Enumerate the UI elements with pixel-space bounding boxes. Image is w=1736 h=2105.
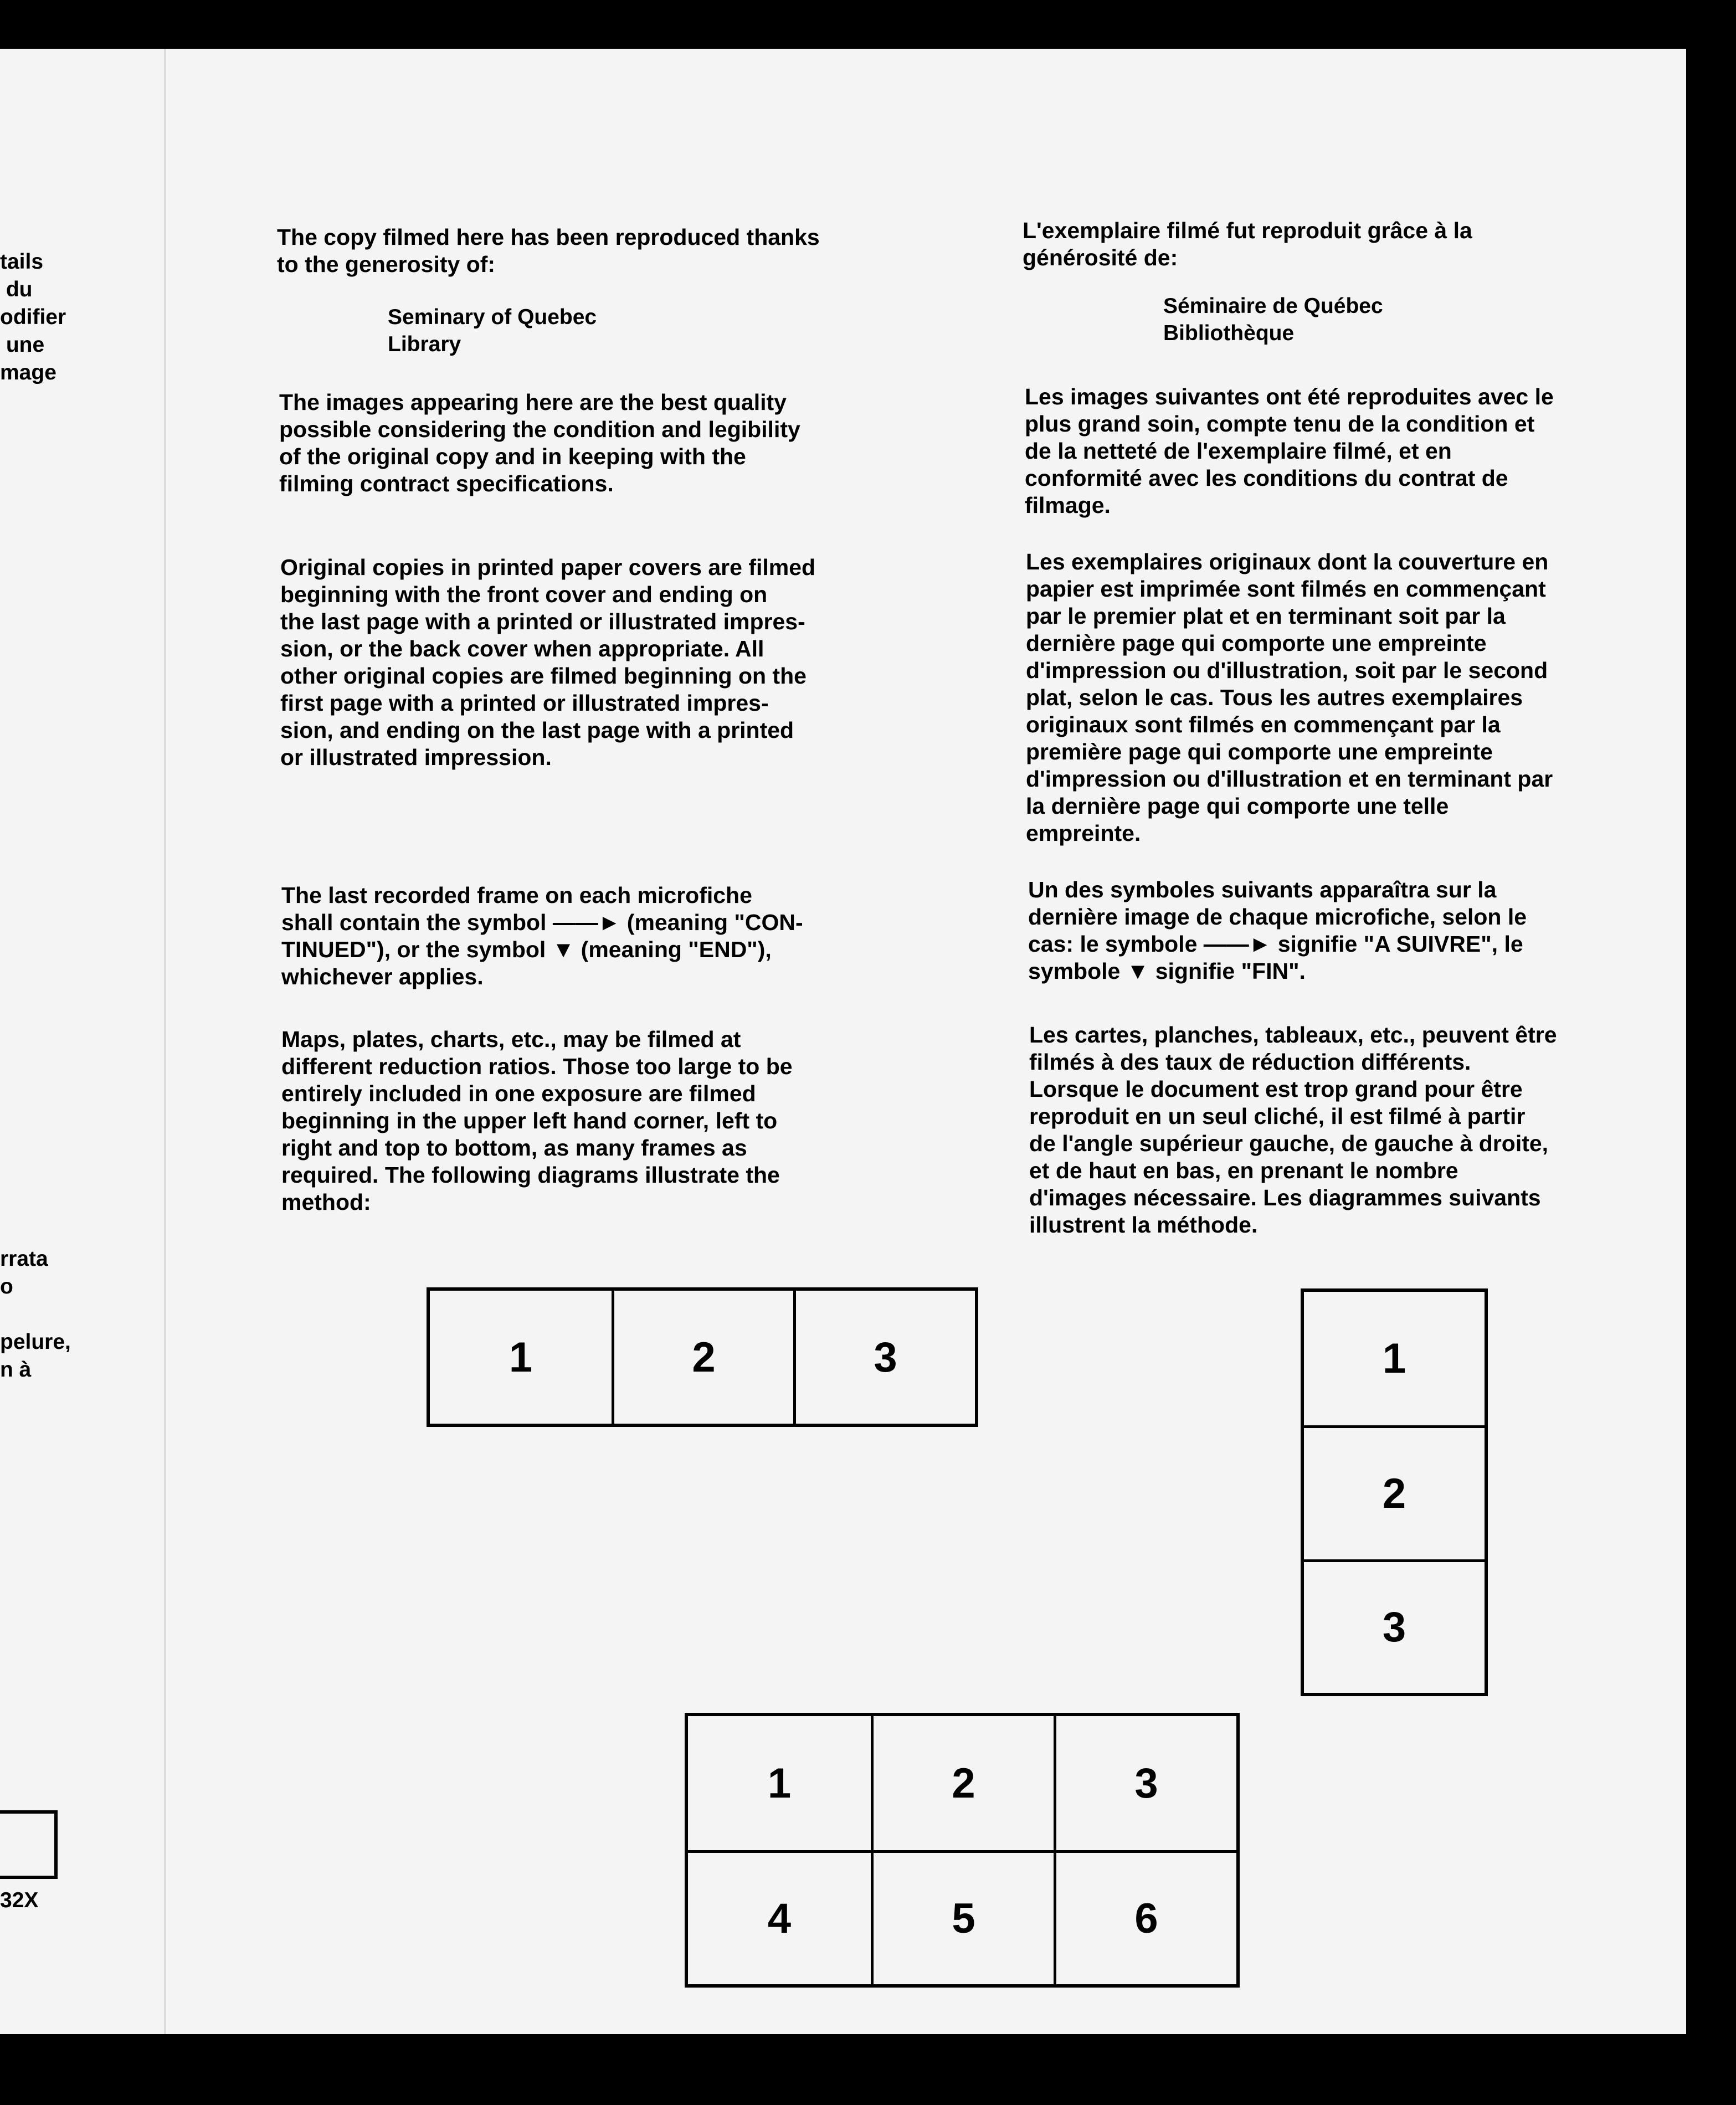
reduction-label: 32X [0, 1888, 39, 1912]
frame-cell: 3 [1054, 1716, 1236, 1850]
frame-cell: 3 [793, 1291, 975, 1424]
frame-cell: 6 [1054, 1850, 1236, 1984]
frame-cell: 2 [871, 1716, 1054, 1850]
left-edge-top-text: tails du odifier une mage [0, 250, 66, 384]
fr-covers: Les exemplaires originaux dont la couverture en papier est imprimée sont filmés en commençant par le premier plat et en terminant soit par la dernière page qui comporte une empreinte d'impression ou d'illustration, soit par le second plat, selon le cas. Tous les autres exemplaires originaux sont filmés en commençant par la première page qui comporte une empreinte d'impression ou d'illustration et en terminant par la dernière page qui comporte une telle empreinte. [1026, 549, 1553, 846]
en-institution: Seminary of Quebec Library [388, 305, 597, 356]
en-quality: The images appearing here are the best quality possible considering the condition and legibility of the original copy and in keeping with the filming contract specifications. [279, 389, 800, 496]
frame-cell: 1 [767, 1759, 792, 1807]
en-covers: Original copies in printed paper covers are filmed beginning with the front cover and ending on the last page with a printed or illustrated impres- sion, or the back cover when appropriate. All other original copies are filmed beginning on the first page with a printed or illustrated impres- sion, and ending on the last page with a printed or illustrated impression. [280, 555, 816, 770]
frame-cell: 1 [509, 1333, 533, 1381]
en-thanks: The copy filmed here has been reproduced thanks to the generosity of: [277, 224, 820, 277]
fr-institution: Séminaire de Québec Bibliothèque [1163, 294, 1383, 345]
en-maps: Maps, plates, charts, etc., may be filmed at different reduction ratios. Those too large to be entirely included in one exposure are filmed beginning in the upper left hand corner, left to right and top to bottom, as many frames as required. The following diagrams illustrate the method: [281, 1026, 793, 1215]
frame-cell: 2 [1304, 1425, 1485, 1559]
diagram-row [427, 1287, 978, 1427]
en-symbols: The last recorded frame on each microfiche shall contain the symbol ——► (meaning "CON- TINUED"), or the symbol ▼ (meaning "END"), whichever applies. [281, 882, 803, 989]
left-edge-mid-text: rrata o pelure, n à [0, 1247, 71, 1382]
diagram-column [1301, 1288, 1488, 1696]
fr-thanks: L'exemplaire filmé fut reproduit grâce à la générosité de: [1023, 218, 1472, 270]
frame-cell: 4 [688, 1850, 871, 1984]
fr-maps: Les cartes, planches, tableaux, etc., peuvent être filmés à des taux de réduction différents. Lorsque le document est trop grand pour être reproduit en un seul cliché, il est filmé à partir de l'angle supérieur gauche, de gauche à droite, et de haut en bas, en prenant le nombre d'images nécessaire. Les diagrammes suivants illustrent la méthode. [1029, 1022, 1557, 1238]
diagram-grid [685, 1713, 1240, 1988]
frame-cell: 5 [871, 1850, 1054, 1984]
frame-cell: 3 [1304, 1559, 1485, 1693]
frame-cell: 2 [612, 1291, 793, 1424]
page-fold [164, 49, 166, 2034]
reduction-box [0, 1810, 58, 1879]
film-target-page [0, 49, 1686, 2034]
fr-quality: Les images suivantes ont été reproduites avec le plus grand soin, compte tenu de la condition et de la netteté de l'exemplaire filmé, et en conformité avec les conditions du contrat de filmage. [1025, 384, 1554, 518]
frame-cell: 1 [1382, 1335, 1406, 1383]
fr-symbols: Un des symboles suivants apparaîtra sur la dernière image de chaque microfiche, selon le cas: le symbole ——► signifie "A SUIVRE", le symbole ▼ signifie "FIN". [1028, 877, 1527, 984]
